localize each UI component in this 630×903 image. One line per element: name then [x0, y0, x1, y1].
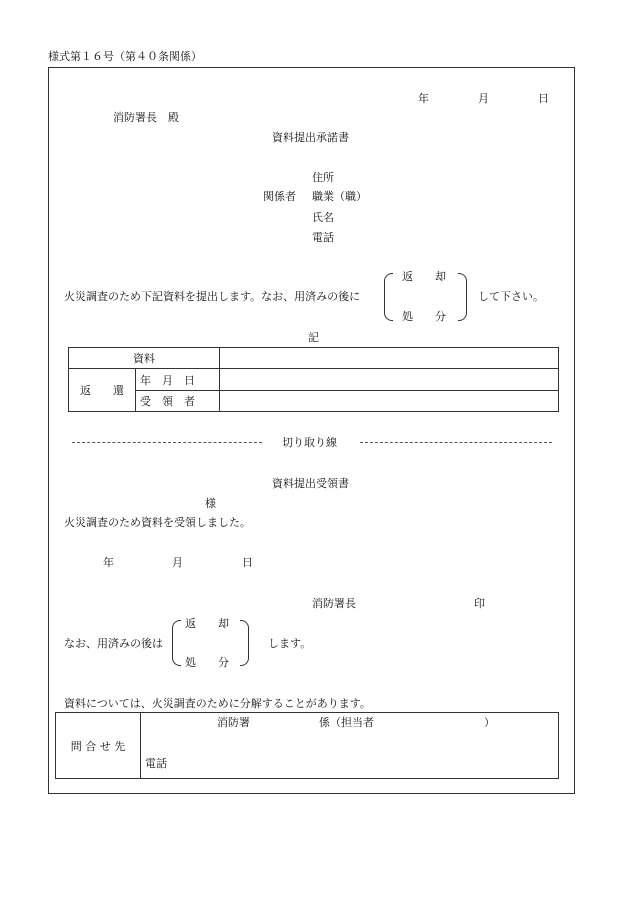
left-bracket — [384, 273, 393, 321]
chief-label: 消防署長 — [312, 597, 356, 610]
ki-label: 記 — [308, 331, 319, 344]
receipt-day-label: 日 — [242, 556, 253, 569]
contact-label: 問 合 せ 先 — [56, 713, 141, 779]
contact-details — [141, 713, 559, 779]
receipt-text: 火災調査のため資料を受領しました。 — [64, 516, 251, 529]
party-occupation-label: 職業（職） — [312, 190, 367, 203]
statement-suffix: して下さい。 — [478, 290, 544, 303]
after-use-right-bracket — [240, 620, 249, 666]
date-month-label: 月 — [478, 92, 489, 105]
after-use-left-bracket — [172, 620, 181, 666]
date-year-label: 年 — [418, 92, 429, 105]
receiver-cell — [220, 391, 559, 412]
return-date-cell — [220, 369, 559, 391]
right-bracket — [458, 273, 467, 321]
receipt-title: 資料提出受領書 — [272, 477, 349, 490]
materials-table — [68, 347, 559, 412]
disassembly-note: 資料については、火災調査のために分解することがあります。 — [64, 697, 371, 710]
party-phone-label: 電話 — [312, 231, 334, 244]
date-day-label: 日 — [538, 92, 549, 105]
after-use-text: なお、用済みの後は — [64, 637, 163, 650]
cut-line-label: 切り取り線 — [282, 436, 337, 449]
party-name-label: 氏名 — [312, 211, 334, 224]
option-return: 返 却 — [402, 270, 446, 283]
receiver-label: 受 領 者 — [136, 391, 220, 412]
statement-text: 火災調査のため下記資料を提出します。なお、用済みの後に — [64, 290, 361, 303]
return-label: 返 還 — [69, 369, 136, 412]
contact-staff-label: 係（担当者 ） — [319, 716, 495, 729]
after-use-option-return: 返 却 — [185, 617, 229, 630]
materials-cell — [220, 348, 559, 369]
contact-table — [55, 712, 559, 779]
cut-line-left — [72, 442, 262, 443]
option-dispose: 処 分 — [402, 310, 446, 323]
materials-header: 資料 — [69, 348, 220, 369]
form-number: 様式第１６号（第４０条関係） — [48, 50, 202, 63]
receipt-month-label: 月 — [172, 556, 183, 569]
party-address-label: 住所 — [312, 171, 334, 184]
addressee: 消防署長 殿 — [113, 111, 179, 124]
after-use-option-dispose: 処 分 — [185, 656, 229, 669]
consent-title: 資料提出承諾書 — [272, 131, 349, 144]
after-use-suffix: します。 — [268, 637, 312, 650]
party-label: 関係者 — [263, 190, 296, 203]
contact-station-label: 消防署 — [217, 716, 250, 729]
receipt-year-label: 年 — [103, 556, 114, 569]
sama-label: 様 — [205, 497, 216, 510]
cut-line-right — [360, 442, 552, 443]
seal-label: 印 — [474, 597, 485, 610]
return-date-label: 年 月 日 — [136, 369, 220, 391]
contact-phone-label: 電話 — [145, 757, 167, 770]
